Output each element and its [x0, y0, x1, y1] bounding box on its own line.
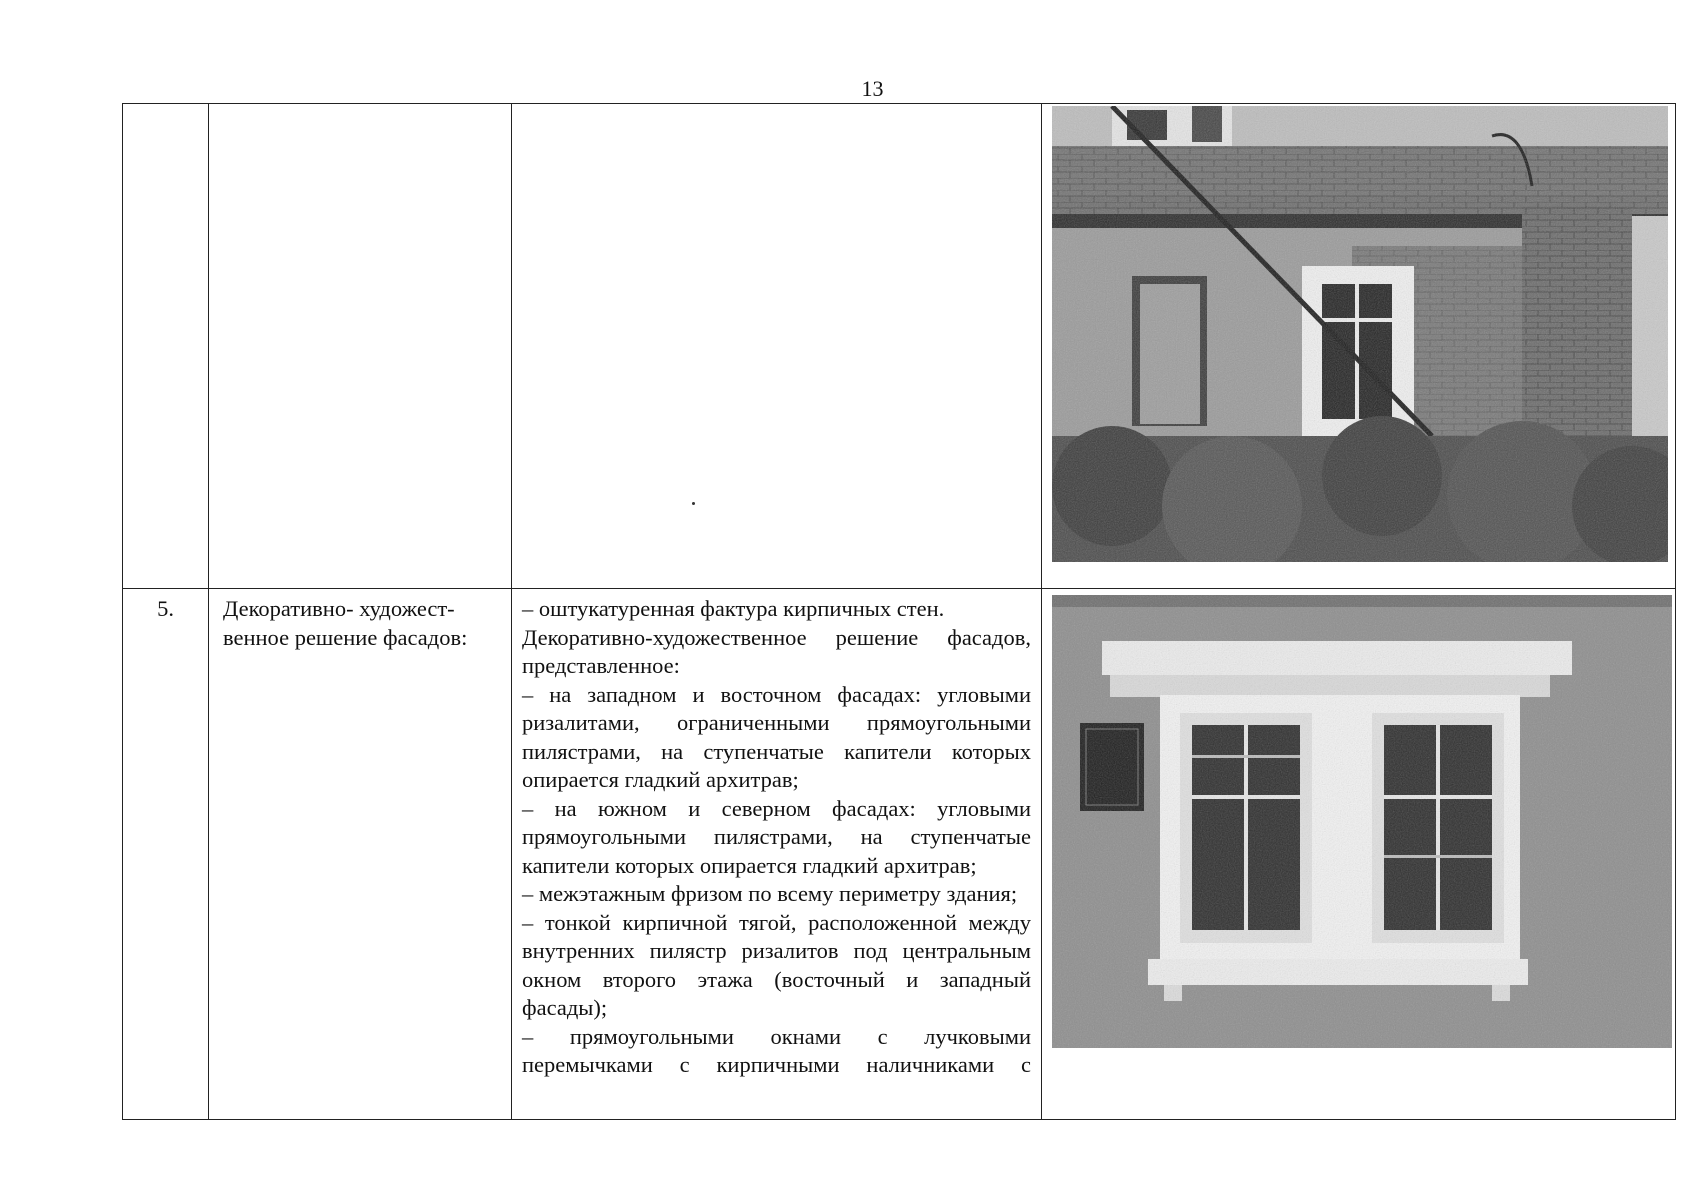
facade-window-photo [1052, 106, 1668, 562]
row-photo-cell [1042, 589, 1676, 1120]
scan-speck [692, 502, 695, 505]
page-number: 13 [861, 76, 884, 101]
row-photo-cell [1042, 104, 1676, 589]
document-table [122, 103, 1676, 1120]
row-description-cell [512, 104, 1042, 589]
row-number-cell: 5. [123, 589, 209, 1120]
table-row [123, 589, 1676, 1120]
description-line: – прямоугольными окнами с лучковыми перемычками с кирпичными наличниками с [522, 1023, 1031, 1077]
description-line: – тонкой кирпичной тягой, расположенной между внутренних пилястр ризалитов под центральным окном второго этажа (восточный и западный фасады); [522, 909, 1031, 1020]
table-row [123, 104, 1676, 589]
description-line: – оштукатуренная фактура кирпичных стен. [522, 596, 945, 621]
row-number-cell [123, 104, 209, 589]
description-line: – межэтажным фризом по всему периметру здания; [522, 881, 1018, 906]
description-line: – на западном и восточном фасадах: угловыми ризалитами, ограниченными прямоугольными пилястрами, на ступенчатые капители которых опирается гладкий архитрав; [522, 681, 1031, 792]
description-line: – на южном и северном фасадах: угловыми прямоугольными пилястрами, на ступенчатые капители которых опирается гладкий архитрав; [522, 795, 1031, 878]
window-with-plaque-photo [1052, 595, 1672, 1048]
row-description-cell [512, 589, 1042, 1120]
row-name-cell: Декоративно- художест-венное решение фасадов: [209, 589, 512, 1120]
description-line: Декоративно-художественное решение фасадов, представленное: [522, 624, 1031, 678]
row-name-cell [209, 104, 512, 589]
